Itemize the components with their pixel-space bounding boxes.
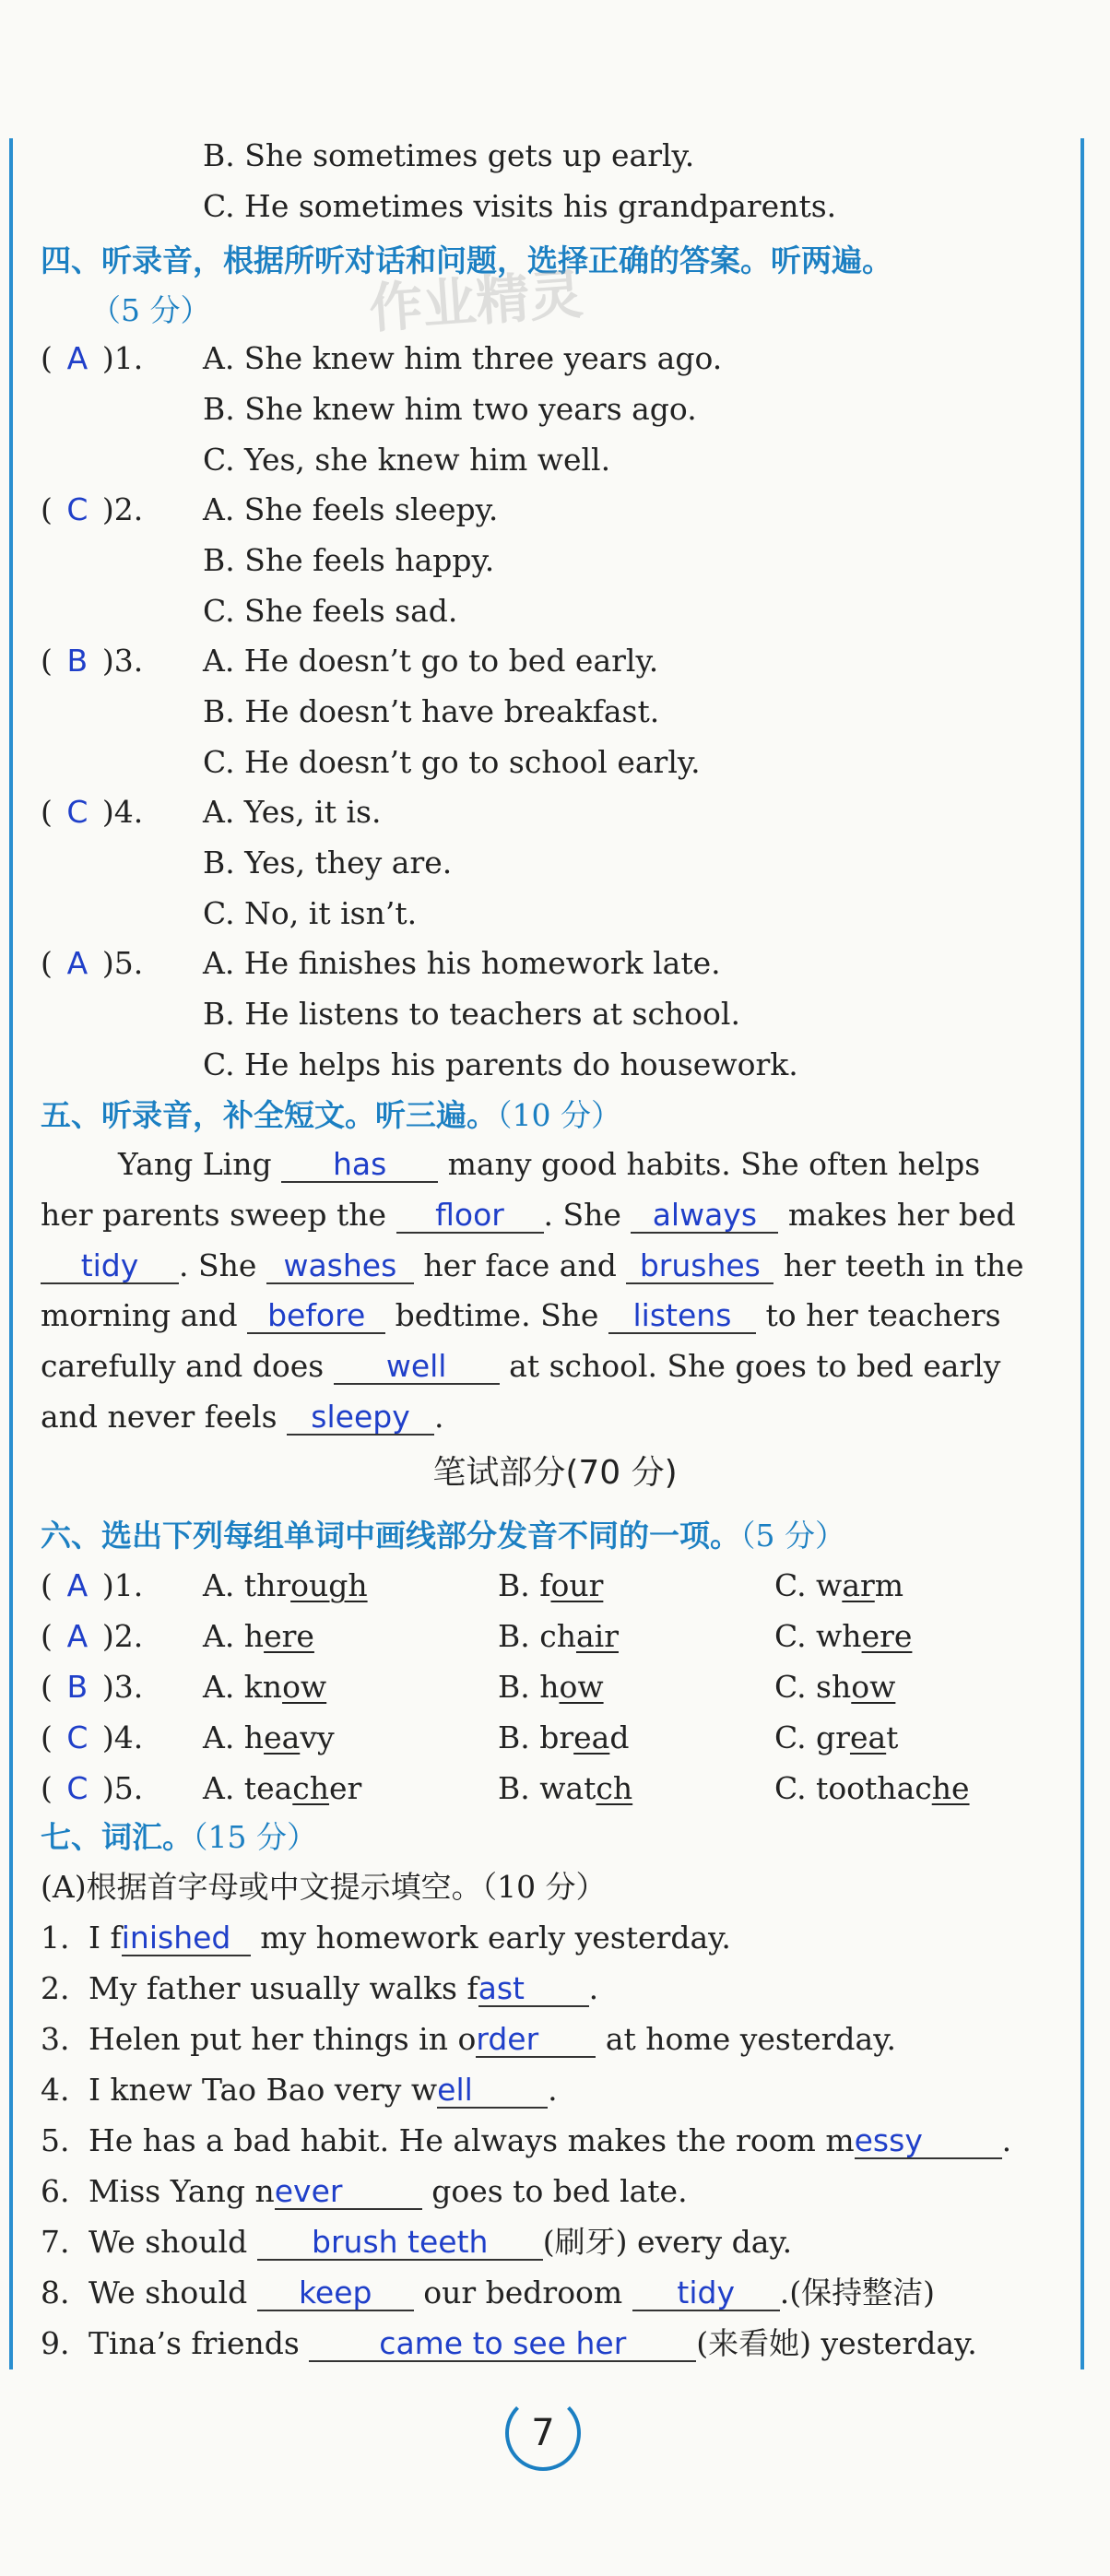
word-part: A. kn [203, 1669, 283, 1705]
fill-blank[interactable]: rder [476, 2023, 596, 2058]
fill-blank[interactable]: brush teeth [257, 2226, 543, 2261]
option-text: B. She sometimes gets up early. [203, 137, 695, 173]
answer-choice[interactable]: C [66, 1770, 89, 1806]
word-option-a [203, 1767, 361, 1810]
vocab-item [41, 2120, 1011, 2162]
question-number: )4. [101, 794, 144, 830]
vocab-item [41, 2322, 977, 2365]
fill-blank[interactable]: inished [122, 1921, 251, 1956]
option-text: A. She knew him three years ago. [203, 340, 723, 376]
blank-3[interactable]: always [631, 1199, 778, 1234]
question-number: )1. [101, 340, 144, 376]
word-option-a [203, 1717, 335, 1759]
answer-choice[interactable]: A [66, 1618, 89, 1654]
word-part: C. wh [774, 1618, 862, 1654]
item-text: He has a bad habit. He always makes the room m [89, 2122, 855, 2158]
option-text: C. He doesn’t go to school early. [203, 744, 701, 780]
answer-paren: ( A )1. [41, 1565, 143, 1607]
option-text: B. He doesn’t have breakfast. [203, 693, 660, 729]
item-text: at home yesterday. [605, 2021, 896, 2057]
blank-6[interactable]: brushes [626, 1249, 773, 1284]
underlined-letters: ar [842, 1567, 875, 1603]
item-text: My father usually walks f [89, 1970, 478, 2006]
item-text: . [588, 1970, 599, 2006]
question-number: )2. [101, 491, 144, 527]
word-option-a [203, 1565, 368, 1607]
section7-subtitle: (A)根据首字母或中文提示填空。（10 分） [41, 1869, 607, 1905]
vocab-item [41, 2018, 896, 2061]
word-part: A. tea [203, 1770, 293, 1806]
item-text: . [1001, 2122, 1012, 2158]
word-part: B. br [498, 1719, 574, 1755]
option-text: C. Yes, she knew him well. [203, 442, 611, 478]
blank-1[interactable]: has [281, 1148, 438, 1183]
watermark: 作业精灵 [367, 262, 585, 340]
word-option-b [498, 1565, 603, 1607]
word-option-c [774, 1666, 895, 1708]
item-number: 5. [41, 2122, 70, 2158]
section6-title: 六、选出下列每组单词中画线部分发音不同的一项。（5 分） [41, 1518, 845, 1554]
word-option-b [498, 1615, 619, 1658]
option-text: B. He listens to teachers at school. [203, 996, 740, 1032]
answer-paren: ( A )1. [41, 337, 143, 380]
item-text: I knew Tao Bao very w [89, 2072, 438, 2108]
blank-2[interactable]: floor [396, 1199, 544, 1234]
vocab-item [41, 2170, 688, 2213]
item-text: Helen put her things in o [89, 2021, 477, 2057]
item-number: 8. [41, 2275, 70, 2310]
option-text: C. He helps his parents do housework. [203, 1046, 798, 1082]
underlined-letters: ea [849, 1719, 887, 1755]
answer-choice[interactable]: A [66, 1567, 89, 1603]
question-number: )2. [101, 1618, 144, 1654]
item-text: Miss Yang n [89, 2173, 275, 2209]
page-frame-right [1080, 138, 1084, 2369]
answer-paren: ( C )2. [41, 489, 143, 531]
underlined-letters: our [550, 1567, 604, 1603]
word-option-b [498, 1666, 604, 1708]
option-text: A. She feels sleepy. [203, 491, 499, 527]
word-part: A. h [203, 1618, 265, 1654]
item-text: our bedroom [423, 2275, 623, 2310]
underlined-letters: air [575, 1618, 619, 1654]
item-number: 9. [41, 2325, 70, 2361]
item-text: We should [89, 2275, 248, 2310]
item-text: (来看她) yesterday. [696, 2325, 977, 2361]
item-number: 2. [41, 1970, 70, 2006]
question-number: )3. [101, 643, 144, 679]
underlined-letters: ow [851, 1669, 896, 1705]
item-text: .(保持整洁) [779, 2275, 935, 2310]
passage-line-4: morning and before bedtime. She listens to her teachers [41, 1297, 1001, 1333]
item-text: Tina’s friends [89, 2325, 300, 2361]
word-option-c [774, 1565, 903, 1607]
word-part: d [609, 1719, 630, 1755]
option-text: B. Yes, they are. [203, 845, 453, 880]
fill-blank[interactable]: came to see her [309, 2327, 696, 2362]
underlined-letters: ough [290, 1567, 368, 1603]
item-text: . [548, 2072, 558, 2108]
item-number: 3. [41, 2021, 70, 2057]
word-part: B. ch [498, 1618, 576, 1654]
item-number: 7. [41, 2224, 70, 2260]
fill-blank[interactable]: tidy [632, 2276, 780, 2311]
fill-blank[interactable]: keep [257, 2276, 414, 2311]
passage-line-1: Yang Ling has many good habits. She often helps [118, 1146, 981, 1182]
fill-blank[interactable]: ever [275, 2175, 422, 2210]
question-number: )1. [101, 1567, 144, 1603]
item-text: (刷牙) every day. [542, 2224, 793, 2260]
underlined-letters: he [931, 1770, 970, 1806]
vocab-item [41, 1967, 598, 2010]
word-part: A. h [203, 1719, 265, 1755]
item-number: 4. [41, 2072, 70, 2108]
section4-title: 四、听录音，根据所听对话和问题，选择正确的答案。听两遍。 [41, 242, 892, 278]
answer-choice[interactable]: B [66, 1669, 89, 1705]
answer-choice[interactable]: C [66, 1719, 89, 1755]
item-text: I f [89, 1920, 122, 1956]
word-option-b [498, 1717, 629, 1759]
written-part-title: 笔试部分(70 分) [432, 1454, 678, 1492]
underlined-letters: ch [292, 1770, 330, 1806]
word-option-a [203, 1615, 314, 1658]
page-number: 7 [505, 2395, 581, 2471]
answer-choice[interactable]: C [66, 491, 89, 527]
word-part: C. w [774, 1567, 843, 1603]
question-number: )5. [101, 945, 144, 981]
answer-choice[interactable]: A [66, 340, 89, 376]
answer-paren: ( A )5. [41, 942, 143, 985]
question-number: )3. [101, 1669, 144, 1705]
answer-choice[interactable]: A [66, 945, 89, 981]
passage-line-3: tidy . She washes her face and brushes her teeth in the [41, 1245, 1024, 1287]
item-number: 6. [41, 2173, 70, 2209]
blank-7[interactable]: before [247, 1299, 385, 1334]
fill-blank[interactable]: ast [478, 1972, 589, 2007]
blank-5[interactable]: washes [266, 1249, 414, 1284]
blank-10[interactable]: sleepy [287, 1400, 434, 1436]
option-text: C. She feels sad. [203, 593, 458, 629]
word-part: t [886, 1719, 899, 1755]
underlined-letters: ch [596, 1770, 633, 1806]
section4-points: （5 分） [90, 292, 211, 328]
answer-choice[interactable]: C [66, 794, 89, 830]
item-number: 1. [41, 1920, 70, 1956]
question-number: )5. [101, 1770, 144, 1806]
section5-title: 五、听录音，补全短文。听三遍。（10 分） [41, 1097, 621, 1133]
word-part: vy [300, 1719, 335, 1755]
fill-blank[interactable]: ell [437, 2074, 548, 2109]
option-text: B. She feels happy. [203, 542, 495, 578]
passage-line-6: and never feels sleepy . [41, 1399, 444, 1435]
vocab-item [41, 1917, 731, 1959]
vocab-item [41, 2221, 792, 2263]
vocab-item [41, 2272, 935, 2314]
word-part: B. wat [498, 1770, 596, 1806]
blank-8[interactable]: listens [608, 1299, 756, 1334]
underlined-letters: ere [264, 1618, 314, 1654]
answer-paren: ( C )4. [41, 791, 143, 833]
answer-paren: ( C )4. [41, 1717, 143, 1759]
vocab-item [41, 2069, 558, 2111]
answer-paren: ( B )3. [41, 640, 143, 682]
item-text: goes to bed late. [431, 2173, 688, 2209]
word-part: A. thr [203, 1567, 291, 1603]
passage-line-2: her parents sweep the floor . She always makes her bed [41, 1197, 1016, 1233]
word-option-b [498, 1767, 632, 1810]
option-text: A. He finishes his homework late. [203, 945, 721, 981]
word-part: C. sh [774, 1669, 852, 1705]
answer-paren: ( C )5. [41, 1767, 143, 1810]
blank-4[interactable]: tidy [41, 1249, 179, 1284]
answer-paren: ( B )3. [41, 1666, 143, 1708]
option-text: A. He doesn’t go to bed early. [203, 643, 659, 679]
word-part: er [329, 1770, 362, 1806]
underlined-letters: ea [264, 1719, 301, 1755]
word-part: C. gr [774, 1719, 850, 1755]
fill-blank[interactable]: essy [855, 2124, 1002, 2159]
passage-line-5: carefully and does well at school. She goes to bed early [41, 1348, 1001, 1384]
blank-9[interactable]: well [334, 1350, 500, 1385]
underlined-letters: ere [861, 1618, 913, 1654]
option-text: B. She knew him two years ago. [203, 391, 697, 427]
item-text: my homework early yesterday. [260, 1920, 731, 1956]
word-option-a [203, 1666, 326, 1708]
underlined-letters: ea [573, 1719, 610, 1755]
option-text: C. He sometimes visits his grandparents. [203, 188, 837, 224]
page-frame-left [9, 138, 13, 2369]
answer-choice[interactable]: B [66, 643, 89, 679]
word-option-c [774, 1615, 912, 1658]
word-option-c [774, 1767, 970, 1810]
word-part: m [874, 1567, 904, 1603]
underlined-letters: ow [559, 1669, 604, 1705]
word-part: B. f [498, 1567, 551, 1603]
section7-title: 七、词汇。（15 分） [41, 1819, 317, 1855]
answer-paren: ( A )2. [41, 1615, 143, 1658]
option-text: A. Yes, it is. [203, 794, 382, 830]
word-option-c [774, 1717, 898, 1759]
option-text: C. No, it isn’t. [203, 895, 418, 931]
word-part: C. toothac [774, 1770, 932, 1806]
item-text: We should [89, 2224, 248, 2260]
word-part: B. h [498, 1669, 560, 1705]
question-number: )4. [101, 1719, 144, 1755]
underlined-letters: ow [282, 1669, 327, 1705]
